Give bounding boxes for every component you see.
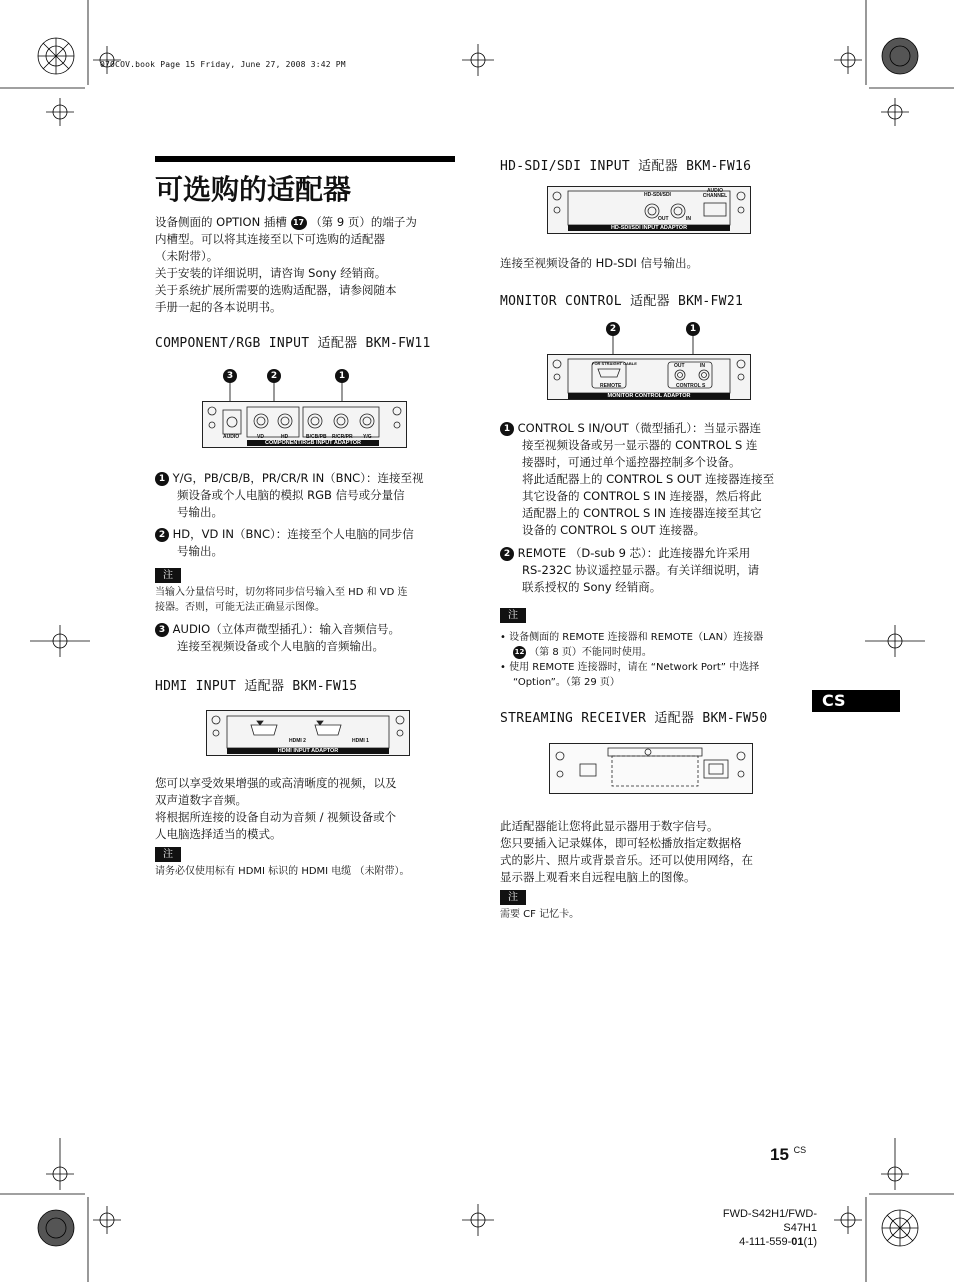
panel-label: R/CR/PR: [332, 434, 353, 440]
streaming-paragraph: 此适配器能让您将此显示器用于数字信号。 您只要插入记录媒体，即可轻松播放指定数据格 式的影片、照片或背景音乐。还可以使用网络，在 显示器上观看来自远程电脑上的图像。: [500, 819, 753, 884]
panel-label: VD: [257, 434, 264, 440]
monitor-heading: MONITOR CONTROL 适配器 BKM-FW21: [500, 294, 744, 309]
component-item-3: 3 AUDIO（立体声微型插孔）：输入音频信号。 连接至视频设备或个人电脑的音频输出。: [155, 621, 460, 655]
component-item-1: 1 Y/G，PB/CB/B，PR/CR/R IN（BNC）：连接至视 频设备或个人电脑的模拟 RGB 信号或分量信 号输出。: [155, 470, 460, 521]
callout-2: 2: [267, 369, 281, 383]
item-number: 2: [500, 547, 514, 561]
page-number: 15 $^{CS}$: [770, 1145, 807, 1164]
item-number: 3: [155, 623, 169, 637]
component-item-2: 2 HD，VD IN（BNC）：连接至个人电脑的同步信 号输出。: [155, 526, 460, 560]
model-number: FWD-S42H1/FWD-S47H1 4-111-559-01(1): [722, 1208, 817, 1248]
hdsdi-text: 连接至视频设备的 HD-SDI 信号输出。: [500, 256, 699, 270]
panel-label: AUDIO CHANNEL: [702, 188, 728, 199]
note-tag: 注: [155, 847, 181, 862]
hdmi-adaptor-panel: [206, 710, 410, 756]
streaming-adaptor-panel: [549, 743, 753, 794]
panel-label: OUT: [658, 216, 669, 222]
monitor-item-1: 1 CONTROL S IN/OUT（微型插孔）：当显示器连 接至视频设备或另一显示器的 CONTROL S 连 接器时，可通过单个遥控器控制多个设备。 将此适配器上的 CONTROL S OUT 连接器连接至 其它设备的 CONTROL S IN 连接器，然后将此 适配器上的 CONTROL S IN 连接器连接至其它 设备的 CONTROL S OUT 连接器。: [500, 420, 805, 539]
intro-line: 关于安装的详细说明，请咨询 Sony 经销商。: [155, 266, 387, 280]
panel-label: Y/G: [363, 434, 372, 440]
callout-badge: 12: [513, 646, 526, 659]
panel-name-bar: HDMI INPUT ADAPTOR: [227, 748, 389, 754]
file-header: 070COV.book Page 15 Friday, June 27, 2008 3:42 PM: [100, 60, 346, 69]
intro-line: 设备侧面的 OPTION 插槽: [155, 215, 287, 229]
callout-1: 1: [335, 369, 349, 383]
monitor-item-2: 2 REMOTE （D-sub 9 芯）：此连接器允许采用 RS-232C 协议遥控显示器。有关详细说明，请 联系授权的 Sony 经销商。: [500, 545, 805, 596]
streaming-note: 需要 CF 记忆卡。: [500, 909, 580, 920]
panel-label: AUDIO: [223, 434, 240, 440]
callout-1: 1: [686, 322, 700, 336]
intro-line: 关于系统扩展所需要的选购适配器，请参阅随本: [155, 283, 397, 297]
component-note: 当输入分量信号时，切勿将同步信号输入至 HD 和 VD 连 接器。否则，可能无法正确显示图像。: [155, 587, 408, 613]
callout-badge: 17: [291, 216, 307, 230]
hdsdi-heading: HD-SDI/SDI INPUT 适配器 BKM-FW16: [500, 159, 752, 174]
hdmi-paragraph: 您可以享受效果增强的或高清晰度的视频，以及 双声道数字音频。 将根据所连接的设备自动为音频 / 视频设备或个 人电脑选择适当的模式。: [155, 776, 397, 841]
intro-line: 手册一起的各本说明书。: [155, 300, 282, 314]
intro-line: 内槽型。可以将其连接至以下可选购的适配器: [155, 232, 385, 246]
panel-label: IN: [700, 363, 705, 369]
page-title: 可选购的适配器: [155, 173, 352, 206]
hdmi-heading: HDMI INPUT 适配器 BKM-FW15: [155, 679, 358, 694]
item-number: 1: [155, 472, 169, 486]
title-rule: [155, 156, 455, 162]
component-adaptor-panel: [202, 401, 407, 448]
panel-label: HDMI 2: [289, 738, 306, 744]
hdmi-note: 请务必仅使用标有 HDMI 标识的 HDMI 电缆 （未附带）。: [155, 866, 410, 877]
note-tag: 注: [500, 608, 526, 623]
panel-label: B/CB/PB: [306, 434, 327, 440]
panel-name-bar: COMPONENT/RGB INPUT ADAPTOR: [247, 440, 379, 446]
panel-label: IN: [686, 216, 691, 222]
language-tab: CS: [812, 690, 900, 712]
item-number: 1: [500, 422, 514, 436]
hdsdi-adaptor-panel: [547, 186, 751, 234]
streaming-heading: STREAMING RECEIVER 适配器 BKM-FW50: [500, 711, 768, 726]
panel-label: REMOTE: [600, 383, 622, 389]
intro-paragraph: [155, 214, 460, 316]
panel-label: CONTROL S: [676, 383, 706, 389]
panel-name-bar: HD-SDI/SDI INPUT ADAPTOR: [568, 225, 730, 231]
panel-label: HD: [281, 434, 289, 440]
callout-2: 2: [606, 322, 620, 336]
panel-label: HD-SDI/SDI: [644, 192, 671, 198]
note-tag: 注: [500, 890, 526, 905]
panel-label: FOR STRAIGHT CABLE: [592, 361, 637, 366]
component-heading: COMPONENT/RGB INPUT 适配器 BKM-FW11: [155, 336, 431, 351]
panel-label: HDMI 1: [352, 738, 369, 744]
callout-3: 3: [223, 369, 237, 383]
item-number: 2: [155, 528, 169, 542]
intro-line: （第 9 页）的端子为: [310, 215, 417, 229]
panel-name-bar: MONITOR CONTROL ADAPTOR: [568, 393, 730, 399]
panel-label: OUT: [674, 363, 685, 369]
intro-line: （未附带）。: [155, 249, 219, 263]
monitor-notes: • 设备侧面的 REMOTE 连接器和 REMOTE（LAN）连接器 12 （第 8 页）不能同时使用。 • 使用 REMOTE 连接器时，请在 “Network Port” 中选择 “Option”。（第 29 页）: [500, 632, 764, 688]
monitor-adaptor-panel: [547, 354, 751, 400]
note-tag: 注: [155, 568, 181, 583]
